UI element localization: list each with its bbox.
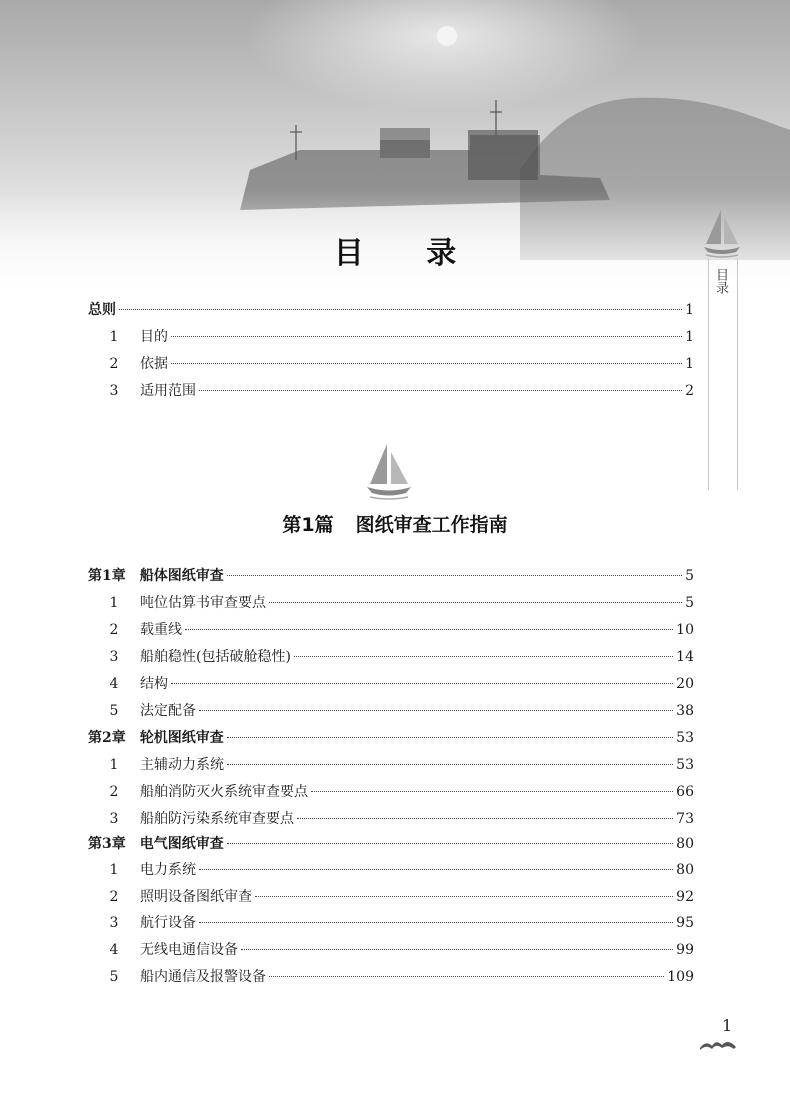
chapter-number: 第3章 [88, 836, 126, 852]
toc-entry-label: 船舶稳性(包括破舱稳性) [140, 649, 291, 665]
dot-leader [255, 896, 673, 897]
toc-entry-label: 适用范围 [140, 383, 196, 399]
toc-entry-page: 1 [685, 302, 694, 318]
toc-entry-number: 2 [109, 889, 119, 905]
toc-entry-page: 14 [676, 649, 694, 665]
toc-entry[interactable] [88, 379, 694, 403]
toc-entry-page: 1 [685, 329, 694, 345]
toc-entry-page: 109 [667, 969, 694, 985]
toc-entry[interactable] [88, 753, 694, 777]
toc-entry-label: 吨位估算书审查要点 [140, 595, 266, 611]
toc-entry-page: 92 [676, 889, 694, 905]
page-number: 1 [722, 1016, 733, 1035]
toc-entry[interactable] [88, 645, 694, 669]
toc-entry-number: 4 [109, 676, 119, 692]
toc-entry-number: 2 [109, 356, 119, 372]
toc-entry-label: 主辅动力系统 [140, 757, 224, 773]
side-tab-label: 目录 [713, 268, 728, 294]
toc-entry-number: 3 [109, 383, 119, 399]
toc-entry-label: 船舶防污染系统审查要点 [140, 811, 294, 827]
toc-entry-page: 20 [676, 676, 694, 692]
toc-entry-page: 5 [685, 568, 694, 584]
toc-entry-number: 2 [109, 784, 119, 800]
dot-leader [171, 363, 682, 364]
toc-entry[interactable] [88, 885, 694, 909]
toc-entry-label: 法定配备 [140, 703, 196, 719]
dot-leader [297, 818, 673, 819]
toc-entry-label: 船内通信及报警设备 [140, 969, 266, 985]
toc-entry[interactable] [88, 807, 694, 831]
toc-entry-number: 2 [109, 622, 119, 638]
toc-entry-page: 80 [676, 836, 694, 852]
toc-entry-label: 总则 [88, 302, 116, 318]
toc-entry-number: 1 [109, 757, 119, 773]
toc-entry-number: 3 [109, 649, 119, 665]
page-title: 目 录 [333, 236, 483, 272]
toc-entry[interactable] [88, 911, 694, 935]
toc-entry[interactable] [88, 699, 694, 723]
toc-entry[interactable] [88, 325, 694, 349]
toc-entry-page: 2 [685, 383, 694, 399]
toc-entry[interactable] [88, 352, 694, 376]
chapter-number: 第1章 [88, 568, 126, 584]
toc-entry-general[interactable] [88, 298, 694, 322]
toc-entry-page: 38 [676, 703, 694, 719]
toc-entry-page: 53 [676, 730, 694, 746]
toc-entry-number: 1 [109, 595, 119, 611]
toc-entry-page: 95 [676, 915, 694, 931]
toc-entry[interactable] [88, 938, 694, 962]
dot-leader [199, 869, 673, 870]
toc-entry-label: 船舶消防灭火系统审查要点 [140, 784, 308, 800]
toc-entry-label: 载重线 [140, 622, 182, 638]
dot-leader [311, 791, 673, 792]
part-heading [0, 510, 790, 537]
toc-entry-page: 99 [676, 942, 694, 958]
toc-entry-number: 5 [109, 703, 119, 719]
dot-leader [227, 764, 673, 765]
toc-entry-label: 目的 [140, 329, 168, 345]
toc-entry-label: 照明设备图纸审查 [140, 889, 252, 905]
dot-leader [119, 309, 682, 310]
toc-entry-label: 航行设备 [140, 915, 196, 931]
toc-entry-label: 依据 [140, 356, 168, 372]
toc-chapter[interactable] [88, 726, 694, 750]
toc-entry-page: 53 [676, 757, 694, 773]
wave-icon [698, 1036, 738, 1052]
toc-entry-number: 4 [109, 942, 119, 958]
dot-leader [199, 390, 682, 391]
toc-entry-page: 73 [676, 811, 694, 827]
toc-entry-label: 轮机图纸审查 [139, 730, 224, 746]
toc-entry[interactable] [88, 672, 694, 696]
toc-entry-number: 1 [109, 862, 119, 878]
dot-leader [227, 843, 673, 844]
toc-entry-label: 船体图纸审查 [139, 568, 224, 584]
toc-entry-page: 66 [676, 784, 694, 800]
dot-leader [227, 737, 673, 738]
sailboat-icon [364, 440, 414, 500]
toc-entry[interactable] [88, 591, 694, 615]
toc-entry-label: 结构 [140, 676, 168, 692]
dot-leader [171, 336, 682, 337]
toc-entry-page: 5 [685, 595, 694, 611]
dot-leader [269, 602, 682, 603]
toc-entry-number: 3 [109, 811, 119, 827]
toc-entry-number: 3 [109, 915, 119, 931]
dot-leader [199, 710, 673, 711]
toc-entry[interactable] [88, 618, 694, 642]
toc-entry-number: 5 [109, 969, 119, 985]
toc-entry[interactable] [88, 965, 694, 989]
chapter-number: 第2章 [88, 730, 126, 746]
toc-entry-label: 电力系统 [140, 862, 196, 878]
dot-leader [199, 922, 673, 923]
toc-entry-number: 1 [109, 329, 119, 345]
toc-entry-label: 无线电通信设备 [140, 942, 238, 958]
toc-chapter[interactable] [88, 564, 694, 588]
toc-entry-page: 1 [685, 356, 694, 372]
dot-leader [171, 683, 673, 684]
toc-chapter[interactable] [88, 832, 694, 856]
dot-leader [227, 575, 682, 576]
toc-entry[interactable] [88, 780, 694, 804]
dot-leader [241, 949, 673, 950]
toc-entry[interactable] [88, 858, 694, 882]
toc-entry-label: 电气图纸审查 [139, 836, 224, 852]
part-number: 第1篇 [282, 514, 334, 536]
part-title: 图纸审查工作指南 [355, 514, 508, 536]
toc-entry-page: 80 [676, 862, 694, 878]
toc-entry-page: 10 [676, 622, 694, 638]
dot-leader [185, 629, 673, 630]
dot-leader [294, 656, 673, 657]
dot-leader [269, 976, 664, 977]
